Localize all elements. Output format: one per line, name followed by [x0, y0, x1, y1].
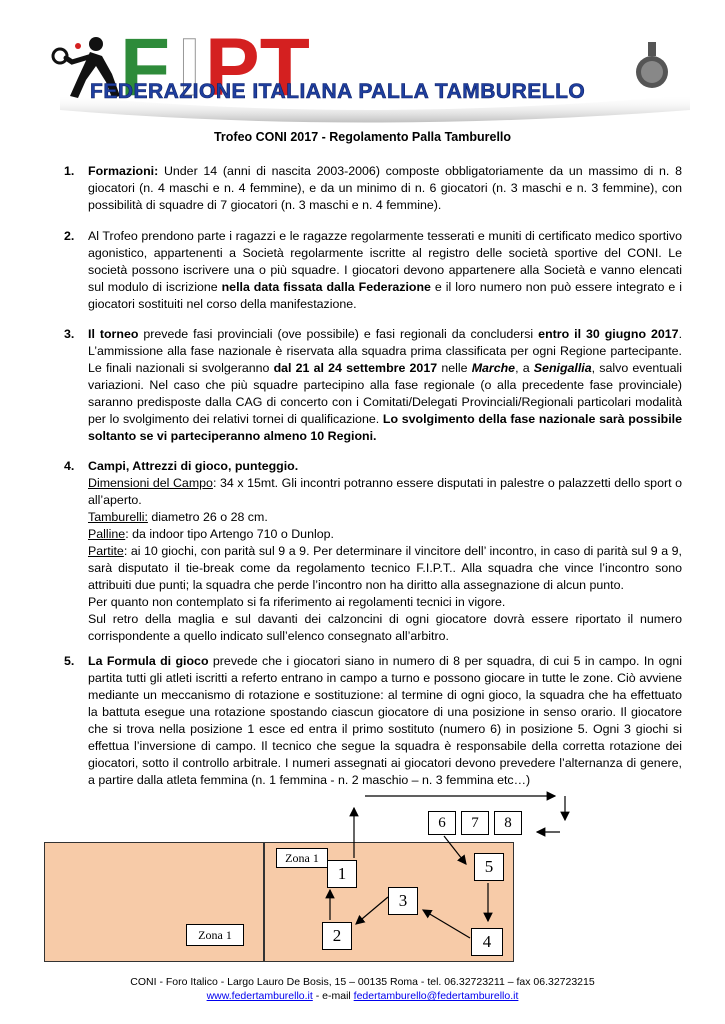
- section-text: Al Trofeo prendono parte i ragazzi e le ragazze regolarmente tesserati e muniti di certificato medico sportivo agonistico, appartenenti a Società regolarmente iscritte al registro delle società sportive del CONI. Le società possono iscrivere una o più squadre. I giocatori devono appartenere alla Società e vanno elencati sul modulo di iscrizione nella data fissata dalla Federazione e il loro numero non può essere integrato e i giocatori sostituiti nel corso della manifestazione.: [88, 229, 682, 311]
- fipt-logo: [0, 0, 725, 130]
- section-lead: Formazioni:: [88, 164, 159, 178]
- section-number: 2.: [64, 229, 75, 243]
- email-link[interactable]: federtamburello@federtamburello.it: [353, 990, 519, 1002]
- rotation-arrows: [0, 780, 725, 960]
- section-number: 1.: [64, 164, 75, 178]
- section-5: [64, 653, 682, 789]
- position-3: 3: [388, 887, 418, 915]
- website-link[interactable]: www.federtamburello.it: [206, 990, 313, 1002]
- section-number: 5.: [64, 654, 75, 668]
- bench-player-8: 8: [494, 811, 522, 835]
- section-text: Il torneo prevede fasi provinciali (ove possibile) e fasi regionali da concludersi entro il 30 giugno 2017. L’ammissione alla fase nazionale è riservata alla squadra prima classificata per ogni Regione partecipante. Le finali nazionali si svolgeranno dal 21 al 24 settembre 2017 nelle Marche, a Senigallia, salvo eventuali variazioni. Nel caso che più squadre partecipino alla fase regionale (o alla precedente fase provinciale) saranno predisposte dalla CAG di concerto con i Comitati/Delegati Provinciali/Regionali particolari modalità per lo svolgimento dei relativi tornei di qualificazione. Lo svolgimento della fase nazionale sarà possibile soltanto se vi parteciperanno almeno 10 Regioni.: [88, 327, 683, 443]
- section-1: [64, 163, 682, 214]
- logo-letter-f: F: [120, 22, 171, 113]
- bench-player-6: 6: [428, 811, 456, 835]
- section-text: Campi, Attrezzi di gioco, punteggio. Dimensioni del Campo: 34 x 15mt. Gli incontri potranno essere disputati in palestre o palazzetti dello sport o all’aperto. Tamburelli: diametro 26 o 28 cm. Palline: da indoor tipo Artengo 710 o Dunlop. Partite: ai 10 giochi, con parità sul 9 a 9. Per determinare il vincitore dell’ incontro, in caso di parità sul 9 a 9, sarà disputato il tie-break come da regolamento tecnico F.I.P.T.. Alla squadra che vince l’incontro sono attribuiti due punti; la squadra che perde l’incontro non ha diritto alla assegnazione di alcun punto. Per quanto non contemplato si fa riferimento ai regolamenti tecnici in vigore. Sul retro della maglia e sul davanti dei calzoncini di ogni giocatore dovrà essere riportato il numero corrispondente a quello indicato sull’elenco consegnato all’arbitro.: [88, 459, 682, 643]
- section-3: [64, 326, 682, 445]
- logo-letter-i: I: [178, 22, 201, 113]
- position-1: 1: [327, 860, 357, 888]
- footer: [0, 975, 725, 1003]
- position-5: 5: [474, 853, 504, 881]
- arrow-3-to-2: [356, 897, 388, 924]
- footer-contacts: www.federtamburello.it - e-mail federtamburello@federtamburello.it: [206, 990, 519, 1002]
- document-title: Trofeo CONI 2017 - Regolamento Palla Tamburello: [213, 130, 512, 144]
- arrow-4-to-3: [423, 910, 470, 938]
- section-text: La Formula di gioco prevede che i giocatori siano in numero di 8 per squadra, di cui 5 in campo. In ogni partita tutti gli atleti iscritti a referto entrano in campo a turno e possono giocare in tutte le zone. Ciò avviene mediante un meccanismo di rotazione e sostituzione: al termine di ogni gioco, la squadra che ha effettuato la battuta esegue una rotazione spostando ciascun giocatore di una posizione in senso orario. Il giocatore che si trova nella posizione 1 esce ed entra il primo sostituto (numero 6) in posizione 5. Ogni 3 giochi si effettua l’inversione di campo. Il tecnico che segue la squadra è responsabile della corretta rotazione dei giocatori, sotto il controllo arbitrale. I numeri assegnati ai giocatori devono prevedere l’alternanza di genere, a partire dalla atleta femmina (n. 1 femmina - n. 2 maschio – n. 3 femmina etc…): [88, 654, 682, 787]
- tamburello-icon: [636, 42, 668, 88]
- section-text: Formazioni: Under 14 (anni di nascita 2003-2006) composte obbligatoriamente da un massimo di n. 8 giocatori (n. 4 maschi e n. 4 femmine), e da un minimo di n. 6 giocatori (n. 3 maschi e n. 3 femmine), con possibilità di squadre di 7 giocatori (n. 3 maschi e n. 4 femmine).: [88, 164, 682, 212]
- section-4: [64, 458, 682, 645]
- position-2: 2: [322, 922, 352, 950]
- bench-player-7: 7: [461, 811, 489, 835]
- logo-letter-pt: PT: [205, 22, 310, 113]
- section-number: 4.: [64, 459, 75, 473]
- section-number: 3.: [64, 327, 75, 341]
- position-4: 4: [471, 928, 503, 956]
- zone-label-right: Zona 1: [276, 848, 328, 868]
- letterhead: [0, 0, 725, 130]
- arrow-6-to-5: [444, 836, 466, 864]
- section-2: [64, 228, 682, 313]
- federation-name: FEDERAZIONE ITALIANA PALLA TAMBURELLO: [90, 80, 586, 103]
- footer-address: CONI - Foro Italico - Largo Lauro De Bosis, 15 – 00135 Roma - tel. 06.32723211 – fax 06.32723215: [130, 976, 595, 988]
- zone-label-left: Zona 1: [186, 924, 244, 946]
